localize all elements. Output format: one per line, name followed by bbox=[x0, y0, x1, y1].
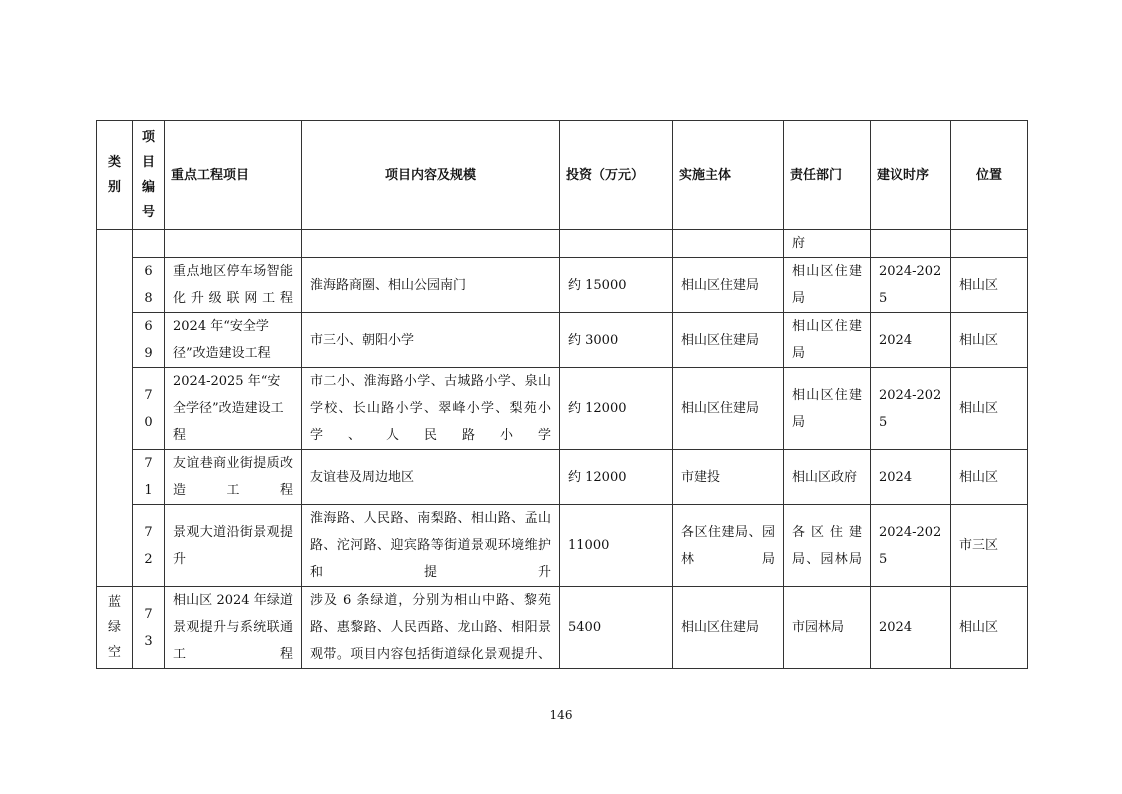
project-table bbox=[96, 120, 1028, 669]
content-cell: 友谊巷及周边地区 bbox=[302, 450, 560, 505]
investment-cell: 约 15000 bbox=[560, 258, 673, 313]
project-no-cell: 68 bbox=[133, 258, 165, 313]
header-implementer: 实施主体 bbox=[673, 121, 784, 230]
header-timeline: 建议时序 bbox=[871, 121, 951, 230]
header-category bbox=[97, 121, 133, 230]
header-content: 项目内容及规模 bbox=[302, 121, 560, 230]
investment-cell: 约 12000 bbox=[560, 368, 673, 450]
investment-cell: 5400 bbox=[560, 587, 673, 669]
project-name-cell: 2024-2025 年“安全学径”改造建设工程 bbox=[165, 368, 302, 450]
project-name-cell: 2024 年“安全学径”改造建设工程 bbox=[165, 313, 302, 368]
cell-blank bbox=[560, 230, 673, 258]
header-department: 责任部门 bbox=[784, 121, 871, 230]
header-project-no bbox=[133, 121, 165, 230]
header-project-no-label: 项目编号 bbox=[142, 130, 156, 220]
cell-blank bbox=[951, 230, 1028, 258]
table-row bbox=[97, 505, 1028, 587]
cell-blank bbox=[133, 230, 165, 258]
implementer-cell: 相山区住建局 bbox=[673, 258, 784, 313]
implementer-cell: 相山区住建局 bbox=[673, 368, 784, 450]
category-cell-blank bbox=[97, 230, 133, 587]
investment-cell: 约 3000 bbox=[560, 313, 673, 368]
header-project-name: 重点工程项目 bbox=[165, 121, 302, 230]
project-name-cell: 友谊巷商业街提质改造工程 bbox=[165, 450, 302, 505]
investment-cell: 约 12000 bbox=[560, 450, 673, 505]
project-no-cell: 73 bbox=[133, 587, 165, 669]
page-number: 146 bbox=[549, 708, 573, 722]
project-no-cell: 69 bbox=[133, 313, 165, 368]
location-cell: 相山区 bbox=[951, 587, 1028, 669]
department-cell: 相山区住建局 bbox=[784, 368, 871, 450]
implementer-cell: 相山区住建局 bbox=[673, 313, 784, 368]
content-cell: 淮海路、人民路、南梨路、相山路、孟山路、沱河路、迎宾路等街道景观环境维护和提升 bbox=[302, 505, 560, 587]
header-location: 位置 bbox=[951, 121, 1028, 230]
timeline-cell: 2024-2025 bbox=[871, 258, 951, 313]
project-name-cell: 重点地区停车场智能化升级联网工程 bbox=[165, 258, 302, 313]
department-cell: 各区住建局、园林局 bbox=[784, 505, 871, 587]
department-cell: 相山区住建局 bbox=[784, 313, 871, 368]
cell-blank bbox=[165, 230, 302, 258]
timeline-cell: 2024-2025 bbox=[871, 368, 951, 450]
content-cell: 涉及 6 条绿道，分别为相山中路、黎苑路、惠黎路、人民西路、龙山路、相阳景观带。项目内容包括街道绿化景观提升、 bbox=[302, 587, 560, 669]
header-investment: 投资（万元） bbox=[560, 121, 673, 230]
content-cell: 淮海路商圈、相山公园南门 bbox=[302, 258, 560, 313]
investment-cell: 11000 bbox=[560, 505, 673, 587]
timeline-cell: 2024-2025 bbox=[871, 505, 951, 587]
location-cell: 相山区 bbox=[951, 313, 1028, 368]
department-cell: 相山区政府 bbox=[784, 450, 871, 505]
implementer-cell: 各区住建局、园林局 bbox=[673, 505, 784, 587]
project-name-cell: 相山区 2024 年绿道景观提升与系统联通工程 bbox=[165, 587, 302, 669]
timeline-cell: 2024 bbox=[871, 313, 951, 368]
implementer-cell: 相山区住建局 bbox=[673, 587, 784, 669]
category-cell bbox=[97, 587, 133, 669]
project-no-cell: 70 bbox=[133, 368, 165, 450]
table-row bbox=[97, 258, 1028, 313]
timeline-cell: 2024 bbox=[871, 450, 951, 505]
location-cell: 相山区 bbox=[951, 368, 1028, 450]
department-cell: 相山区住建局 bbox=[784, 258, 871, 313]
timeline-cell: 2024 bbox=[871, 587, 951, 669]
location-cell: 市三区 bbox=[951, 505, 1028, 587]
header-category-label: 类别 bbox=[108, 155, 122, 195]
category-label: 蓝绿空 bbox=[108, 595, 122, 660]
project-no-cell: 71 bbox=[133, 450, 165, 505]
department-cell: 市园林局 bbox=[784, 587, 871, 669]
department-cell: 府 bbox=[784, 230, 871, 258]
header-row bbox=[97, 121, 1028, 230]
cell-blank bbox=[871, 230, 951, 258]
implementer-cell: 市建投 bbox=[673, 450, 784, 505]
cell-blank bbox=[673, 230, 784, 258]
location-cell: 相山区 bbox=[951, 450, 1028, 505]
content-cell: 市三小、朝阳小学 bbox=[302, 313, 560, 368]
table-row bbox=[97, 313, 1028, 368]
cell-blank bbox=[302, 230, 560, 258]
project-name-cell: 景观大道沿街景观提升 bbox=[165, 505, 302, 587]
project-no-cell: 72 bbox=[133, 505, 165, 587]
table-row bbox=[97, 368, 1028, 450]
table-row bbox=[97, 450, 1028, 505]
location-cell: 相山区 bbox=[951, 258, 1028, 313]
content-cell: 市二小、淮海路小学、古城路小学、泉山学校、长山路小学、翠峰小学、梨苑小学、人民路小学 bbox=[302, 368, 560, 450]
table-row bbox=[97, 587, 1028, 669]
table-row-continuation bbox=[97, 230, 1028, 258]
